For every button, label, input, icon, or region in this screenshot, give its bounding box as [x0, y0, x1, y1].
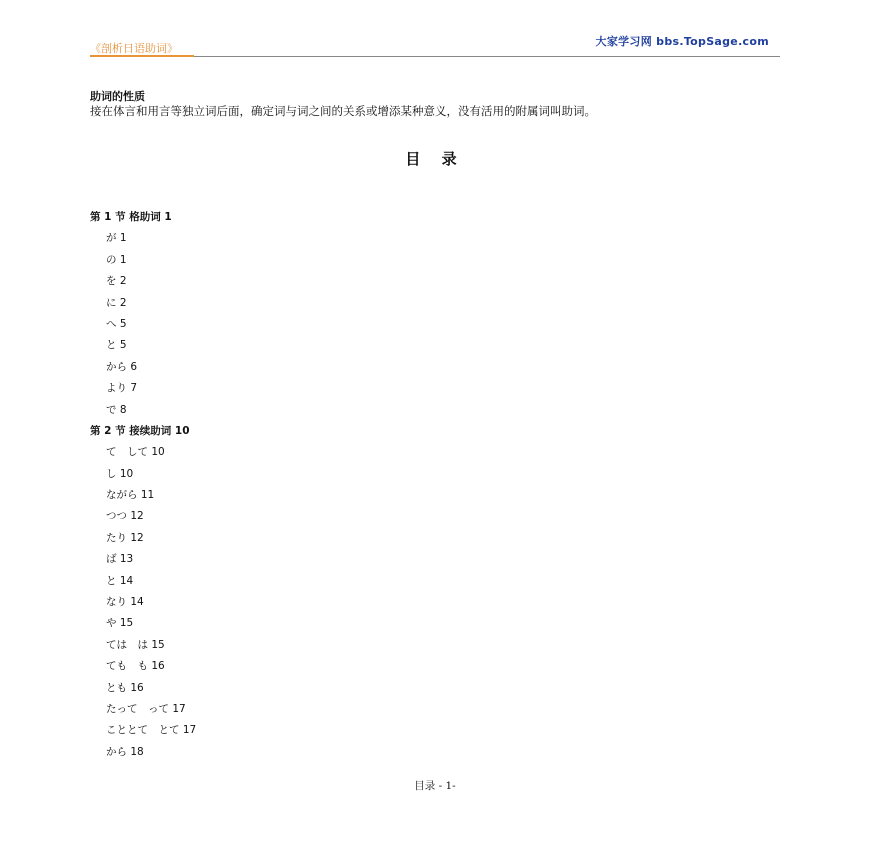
toc-entry[interactable]: と 14: [106, 574, 134, 587]
toc-entry[interactable]: て して 10: [106, 446, 165, 459]
toc-entry[interactable]: で 8: [106, 403, 127, 416]
toc-entry[interactable]: ては は 15: [106, 638, 165, 651]
toc-entry[interactable]: を 2: [106, 275, 127, 288]
toc-entry[interactable]: と 5: [106, 339, 127, 352]
page-footer: 目录 - 1-: [414, 780, 456, 792]
toc-entry[interactable]: より 7: [106, 382, 138, 395]
toc-entry[interactable]: こととて とて 17: [106, 724, 197, 737]
toc-entry[interactable]: なり 14: [106, 596, 144, 609]
toc-entry[interactable]: ても も 16: [106, 660, 165, 673]
book-title: 《剖析日语助词》: [90, 42, 178, 55]
table-of-contents: [90, 209, 196, 765]
toc-entry[interactable]: とも 16: [106, 681, 144, 694]
toc-entry[interactable]: に 2: [106, 296, 127, 309]
header-accent-bar: [90, 55, 194, 57]
toc-entry[interactable]: ながら 11: [106, 489, 155, 502]
site-link[interactable]: 大家学习网 bbs.TopSage.com: [595, 35, 769, 48]
toc-entry[interactable]: の 1: [106, 253, 127, 266]
toc-entry[interactable]: や 15: [106, 617, 134, 630]
section-heading: 助词的性质: [90, 90, 145, 103]
section-description: 接在体言和用言等独立词后面，确定词与词之间的关系或增添某种意义，没有活用的附属词叫助词。: [90, 104, 596, 118]
toc-entry[interactable]: たり 12: [106, 531, 144, 544]
toc-title: 目 录: [405, 150, 465, 168]
toc-entry[interactable]: から 6: [106, 360, 138, 373]
toc-entry[interactable]: し 10: [106, 467, 134, 480]
toc-entry[interactable]: つつ 12: [106, 510, 144, 523]
toc-chapter-2[interactable]: 第 2 节 接续助词 10: [90, 424, 190, 437]
toc-entry[interactable]: が 1: [106, 232, 127, 245]
toc-entry[interactable]: ば 13: [106, 553, 134, 566]
toc-chapter-1[interactable]: 第 1 节 格助词 1: [90, 211, 172, 223]
toc-entry[interactable]: へ 5: [106, 317, 127, 330]
toc-entry[interactable]: たって って 17: [106, 702, 186, 715]
toc-entry[interactable]: から 18: [106, 745, 144, 758]
